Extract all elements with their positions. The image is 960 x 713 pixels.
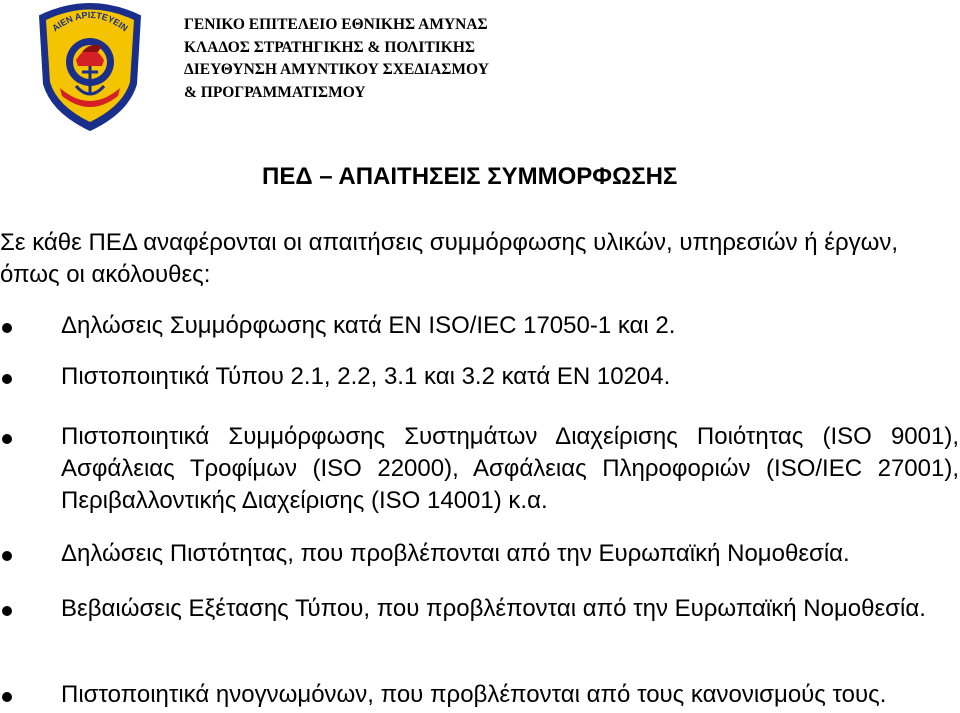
bullet-dot-icon — [2, 323, 12, 333]
bullet-dot-icon — [2, 374, 12, 384]
header-line-general-staff: ΓΕΝΙΚΟ ΕΠΙΤΕΛΕΙΟ ΕΘΝΙΚΗΣ ΑΜΥΝΑΣ — [184, 16, 488, 33]
list-item-text: Πιστοποιητικά ηνογνωμόνων, που προβλέπονται από τους κανονισμούς τους. — [61, 681, 887, 708]
shield-emblem-icon — [32, 2, 148, 132]
list-item-text: Πιστοποιητικά Τύπου 2.1, 2.2, 3.1 και 3.2 κατά ΕΝ 10204. — [61, 363, 671, 390]
header-line-branch: ΚΛΑΔΟΣ ΣΤΡΑΤΗΓΙΚΗΣ & ΠΟΛΙΤΙΚΗΣ — [184, 38, 476, 56]
bullet-dot-icon — [2, 692, 12, 702]
intro-paragraph: Σε κάθε ΠΕΔ αναφέρονται οι απαιτήσεις συμμόρφωσης υλικών, υπηρεσιών ή έργων, όπως οι ακόλουθες: — [0, 229, 899, 288]
page-title: ΠΕΔ – ΑΠΑΙΤΗΣΕΙΣ ΣΥΜΜΟΡΦΩΣΗΣ — [262, 163, 678, 190]
emblem-banner-text: ΑΙΕΝ ΑΡΙΣΤΕΥΕΙΝ — [50, 9, 130, 34]
emblem-logo — [32, 2, 148, 132]
list-item-text: Δηλώσεις Πιστότητας, που προβλέπονται από την Ευρωπαϊκή Νομοθεσία. — [61, 540, 850, 567]
list-item-text: Βεβαιώσεις Εξέτασης Τύπου, που προβλέπονται από την Ευρωπαϊκή Νομοθεσία. — [61, 595, 926, 622]
header-line-programming: & ΠΡΟΓΡΑΜΜΑΤΙΣΜΟΥ — [184, 83, 366, 101]
list-item-text: Πιστοποιητικά Συμμόρφωσης Συστημάτων Διαχείρισης Ποιότητας (ISO 9001), Ασφάλειας Τροφίμων (ISO 22000), Ασφάλειας Πληροφοριών (ISO/IEC 27001), Περιβαλλοντικής Διαχείρισης (ISO 14001) κ.α. — [61, 423, 959, 514]
list-item-text: Δηλώσεις Συμμόρφωσης κατά ΕΝ ISO/IEC 17050-1 και 2. — [61, 312, 676, 339]
bullet-dot-icon — [2, 434, 12, 444]
bullet-dot-icon — [2, 606, 12, 616]
bullet-dot-icon — [2, 551, 12, 561]
header-block — [184, 14, 489, 104]
header-line-directorate: ΔΙΕΥΘΥΝΣΗ ΑΜΥΝΤΙΚΟΥ ΣΧΕΔΙΑΣΜΟΥ — [184, 61, 489, 78]
